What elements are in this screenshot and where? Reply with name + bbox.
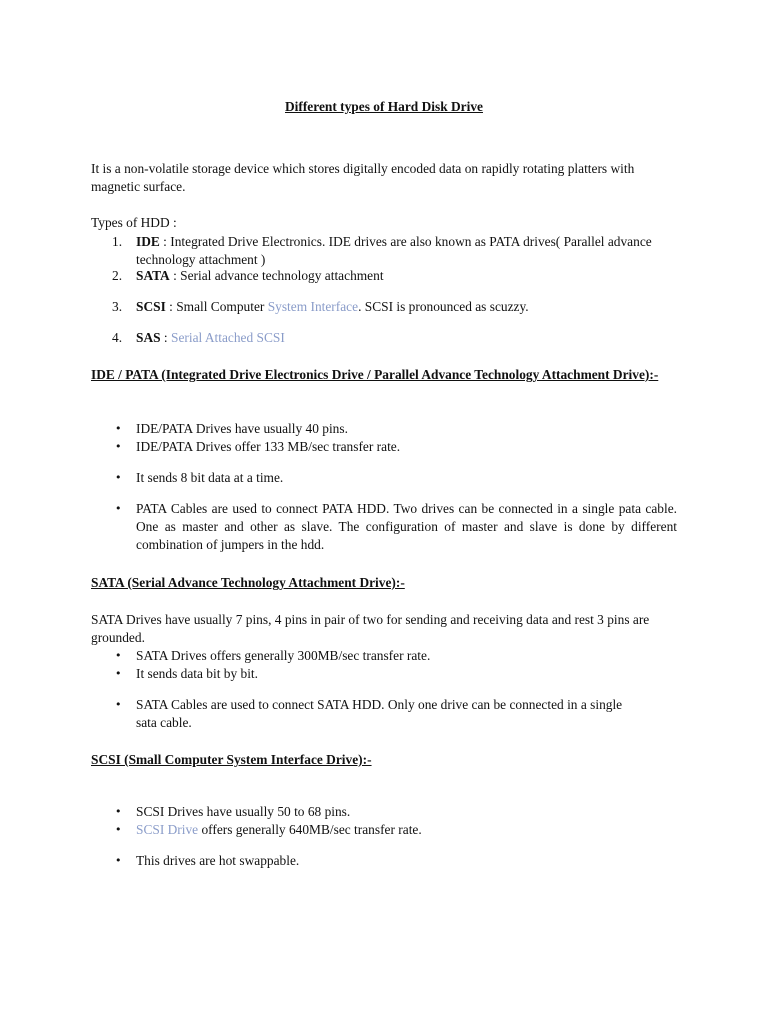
- list-item: [115, 821, 677, 839]
- list-item: [115, 696, 646, 732]
- intro-paragraph: It is a non-volatile storage device which stores digitally encoded data on rapidly rotating platters with magnetic surface.: [91, 161, 635, 194]
- list-item: [115, 438, 677, 456]
- bullet-marker: •: [115, 440, 122, 453]
- type-description: Serial advance technology attachment: [180, 268, 384, 283]
- list-number: 3.: [112, 299, 123, 314]
- document-title: Different types of Hard Disk Drive: [285, 99, 483, 114]
- bullet-text: SATA Cables are used to connect SATA HDD. Only one drive can be connected in a single sata cable.: [136, 697, 623, 730]
- bullet-text: IDE/PATA Drives have usually 40 pins.: [136, 421, 348, 436]
- type-description: Small Computer: [176, 299, 268, 314]
- bullet-marker: •: [115, 502, 122, 515]
- list-item: [115, 852, 677, 870]
- bullet-marker: •: [115, 649, 122, 662]
- list-item: [115, 469, 677, 487]
- type-list-item: [112, 267, 677, 285]
- bullet-marker: •: [115, 805, 122, 818]
- type-description-tail: . SCSI is pronounced as scuzzy.: [358, 299, 529, 314]
- type-abbr: SATA: [136, 268, 170, 283]
- list-item: [115, 647, 677, 665]
- bullet-text: It sends 8 bit data at a time.: [136, 470, 284, 485]
- type-abbr: SCSI: [136, 299, 166, 314]
- bullet-marker: •: [115, 471, 122, 484]
- bullet-marker: •: [115, 422, 122, 435]
- system-interface-link[interactable]: System Interface: [267, 299, 359, 314]
- list-number: 4.: [112, 330, 123, 345]
- type-separator: :: [165, 299, 177, 314]
- list-item: [115, 420, 677, 438]
- bullet-marker: •: [115, 854, 122, 867]
- types-label: Types of HDD :: [91, 215, 177, 230]
- type-abbr: IDE: [136, 234, 160, 249]
- type-list-item: [112, 233, 677, 269]
- bullet-text: offers generally 640MB/sec transfer rate.: [198, 822, 422, 837]
- bullet-marker: •: [115, 698, 122, 711]
- type-separator: :: [169, 268, 181, 283]
- list-item: [115, 665, 677, 683]
- type-abbr: SAS: [136, 330, 161, 345]
- type-list-item: [112, 298, 677, 316]
- serial-attached-scsi-link[interactable]: Serial Attached SCSI: [171, 330, 285, 345]
- bullet-text: SCSI Drives have usually 50 to 68 pins.: [136, 804, 351, 819]
- bullet-marker: •: [115, 823, 122, 836]
- list-item: [115, 803, 677, 821]
- bullet-marker: •: [115, 667, 122, 680]
- sata-paragraph: SATA Drives have usually 7 pins, 4 pins in pair of two for sending and receiving data and rest 3 pins are grounded.: [91, 612, 650, 645]
- type-list-item: [112, 329, 677, 347]
- bullet-text: PATA Cables are used to connect PATA HDD. Two drives can be connected in a single pata cable. One as master and other as slave. The configuration of master and slave is done by different combination of jumpers in the hdd.: [136, 501, 677, 552]
- scsi-section-heading: SCSI (Small Computer System Interface Drive):-: [91, 752, 372, 767]
- bullet-text: This drives are hot swappable.: [136, 853, 300, 868]
- type-separator: :: [160, 330, 171, 345]
- type-separator: :: [159, 234, 171, 249]
- bullet-text: IDE/PATA Drives offer 133 MB/sec transfer rate.: [136, 439, 401, 454]
- list-number: 1.: [112, 234, 123, 249]
- bullet-text: It sends data bit by bit.: [136, 666, 258, 681]
- type-description: Integrated Drive Electronics. IDE drives are also known as PATA drives( Parallel advance technology attachment ): [136, 234, 652, 267]
- bullet-text: SATA Drives offers generally 300MB/sec transfer rate.: [136, 648, 431, 663]
- list-number: 2.: [112, 268, 123, 283]
- sata-section-heading: SATA (Serial Advance Technology Attachment Drive):-: [91, 575, 405, 590]
- ide-section-heading: IDE / PATA (Integrated Drive Electronics Drive / Parallel Advance Technology Attachment Drive):-: [91, 367, 659, 382]
- scsi-drive-link[interactable]: SCSI Drive: [136, 822, 199, 837]
- list-item: [115, 500, 677, 554]
- document-page: [91, 0, 677, 1024]
